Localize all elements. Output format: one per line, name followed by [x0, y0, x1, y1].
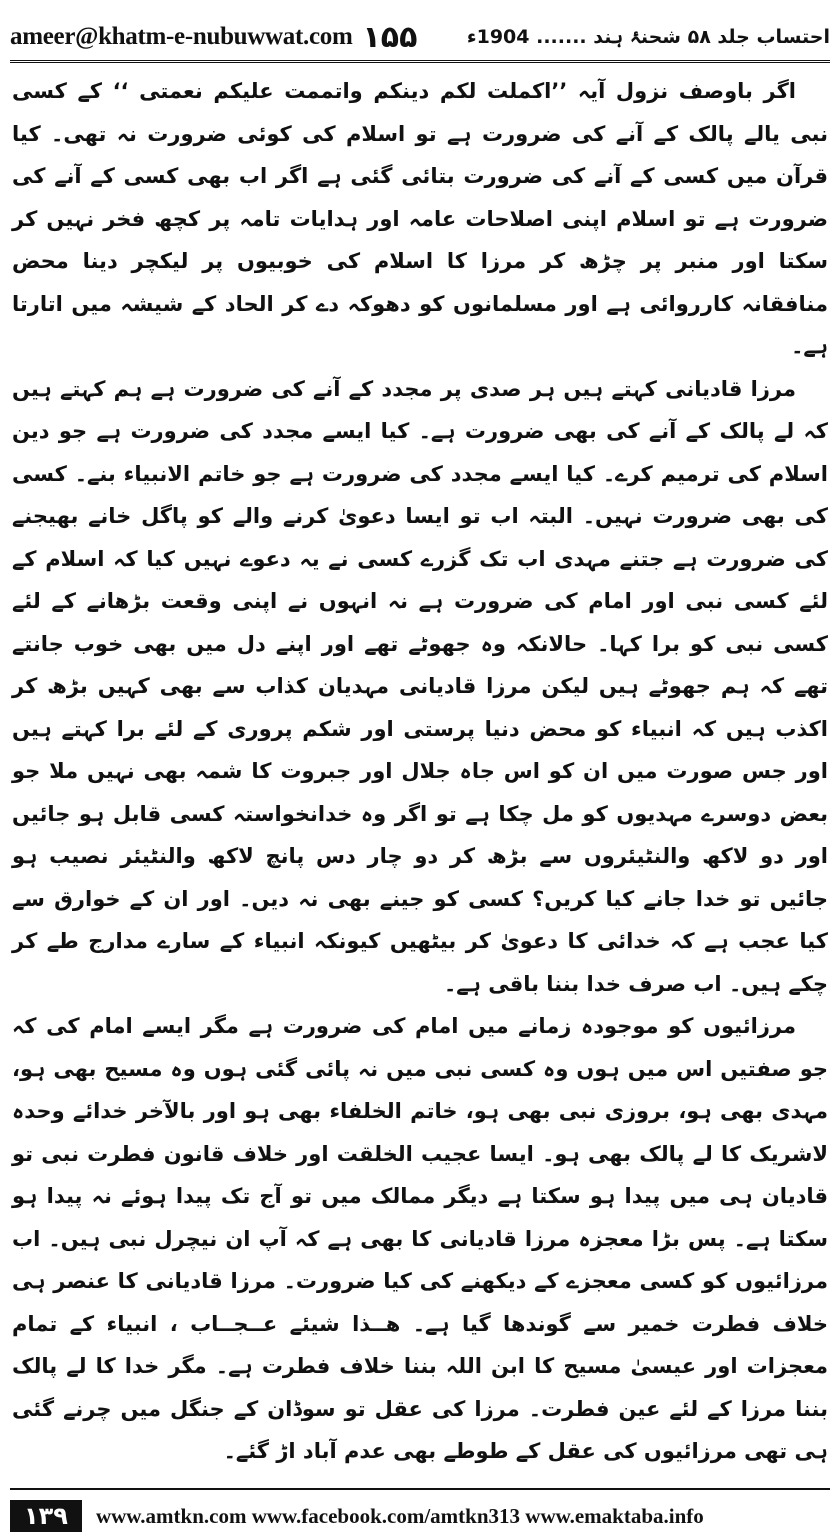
paragraph: مرزائیوں کو موجودہ زمانے میں امام کی ضرورت ہے مگر ایسے امام کی کہ جو صفتیں اس میں ہوں وہ کسی نبی میں نہ پائی گئی ہوں وہ مسیح بھی ہو، مہدی بھی ہو، بروزی نبی بھی ہو، خاتم الخلفاء بھی ہو اور بالآخر خدائے وحدہ لاشریک کا لے پالک بھی ہو۔ ایسا عجیب الخلقت اور خلاف قانون فطرت نبی تو قادیان ہی میں پیدا ہو سکتا ہے دیگر ممالک میں تو آج تک پیدا ہوئے نہ پیدا ہو سکتا ہے۔ پس بڑا معجزہ مرزا قادیانی کا بھی ہے کہ آپ ان نیچرل نبی ہیں۔ اب مرزائیوں کو کسی معجزے کے دیکھنے کی کیا ضرورت۔ مرزا قادیانی کا عنصر ہی خلاف فطرت خمیر سے گوندھا گیا ہے۔ ھــذا شیئے عــجــاب ، انبیاء کے تمام معجزات اور عیسیٰ مسیح کا ابن اللہ بننا خلاف فطرت ہے۔ مگر خدا کا لے پالک بننا مرزا کے لئے عین فطرت۔ مرزا کی عقل تو سوڈان کے جنگل میں چرنے گئی ہی تھی مرزائیوں کی عقل کے طوطے بھی عدم آباد اڑ گئے۔: [12, 1014, 828, 1463]
header-left: [10, 20, 417, 55]
header-book-title: احتساب جلد ۵۸ شحنۂ ہند ....... 1904ء: [466, 26, 830, 48]
header-page-number: ۱۵۵: [362, 19, 418, 55]
page-header: [10, 14, 830, 60]
footer-urls: www.amtkn.com www.facebook.com/amtkn313 www.emaktaba.info: [95, 1503, 704, 1528]
paragraph: اگر باوصف نزول آیہ ’’اکملت لکم دینکم واتممت علیکم نعمتی ‘‘ کے کسی نبی یالے پالک کے آنے کی ضرورت ہے تو اسلام کی کوئی ضرورت نہ تھی۔ کیا قرآن میں کسی کے آنے کی ضرورت بتائی گئی ہے اگر اب بھی کسی کے آنے کی ضرورت ہے تو اسلام اپنی اصلاحات عامہ اور ہدایات تامہ پر کچھ فخر نہیں کر سکتا اور منبر پر چڑھ کر مرزا کا اسلام کی خوبیوں پر لیکچر دینا محض منافقانہ کارروائی ہے اور مسلمانوں کو دھوکہ دے کر الحاد کے شیشہ میں اتارتا ہے۔: [12, 79, 828, 358]
page-footer: [10, 1496, 830, 1536]
header-email: ameer@khatm-e-nubuwwat.com: [10, 23, 353, 50]
footer-divider: [10, 1488, 830, 1490]
main-text: [12, 70, 828, 1463]
header-divider: [10, 60, 830, 63]
paragraph: مرزا قادیانی کہتے ہیں ہر صدی پر مجدد کے آنے کی ضرورت ہے ہم کہتے ہیں کہ لے پالک کے آنے کی بھی ضرورت ہے۔ کیا ایسے مجدد کی ضرورت ہے جو دین اسلام کی ترمیم کرے۔ کیا ایسے مجدد کی ضرورت ہے جو خاتم الانبیاء بنے۔ کسی کی بھی ضرورت نہیں۔ البتہ اب تو ایسا دعویٰ کرنے والے کو پاگل خانے بھیجنے کی ضرورت ہے جتنے مہدی اب تک گزرے کسی نے یہ دعوے نہیں کیا کہ اسلام کے لئے کسی نبی اور امام کی ضرورت ہے نہ انہوں نے اپنی وقعت بڑھانے کے لئے کسی نبی کو برا کہا۔ حالانکہ وہ جھوٹے تھے اور اپنے دل میں بھی خوب جانتے تھے کہ ہم جھوٹے ہیں لیکن مرزا قادیانی مہدیان کذاب سے بھی کہیں بڑھ کر اکذب ہیں کہ انبیاء کو محض دنیا پرستی اور شکم پروری کے لئے برا کہتے ہیں اور جس صورت میں ان کو اس جاہ جلال اور جبروت کا شمہ بھی نہیں ملا جو بعض دوسرے مہدیوں کو مل چکا ہے تو اگر وہ خدانخواستہ کسی قابل ہو جائیں اور دو لاکھ والنٹیئروں سے بڑھ کر دو چار دس پانچ لاکھ والنٹیئر نصیب ہو جائیں تو خدا جانے کیا کریں؟ کسی کو جینے بھی نہ دیں۔ اور ان کے خوارق سے کیا عجب ہے کہ خدائی کا دعویٰ کر بیٹھیں کیونکہ انبیاء کے سارے مدارج طے کر چکے ہیں۔ اب صرف خدا بننا باقی ہے۔: [12, 376, 828, 996]
footer-page-number: ۱۳۹: [10, 1500, 82, 1532]
